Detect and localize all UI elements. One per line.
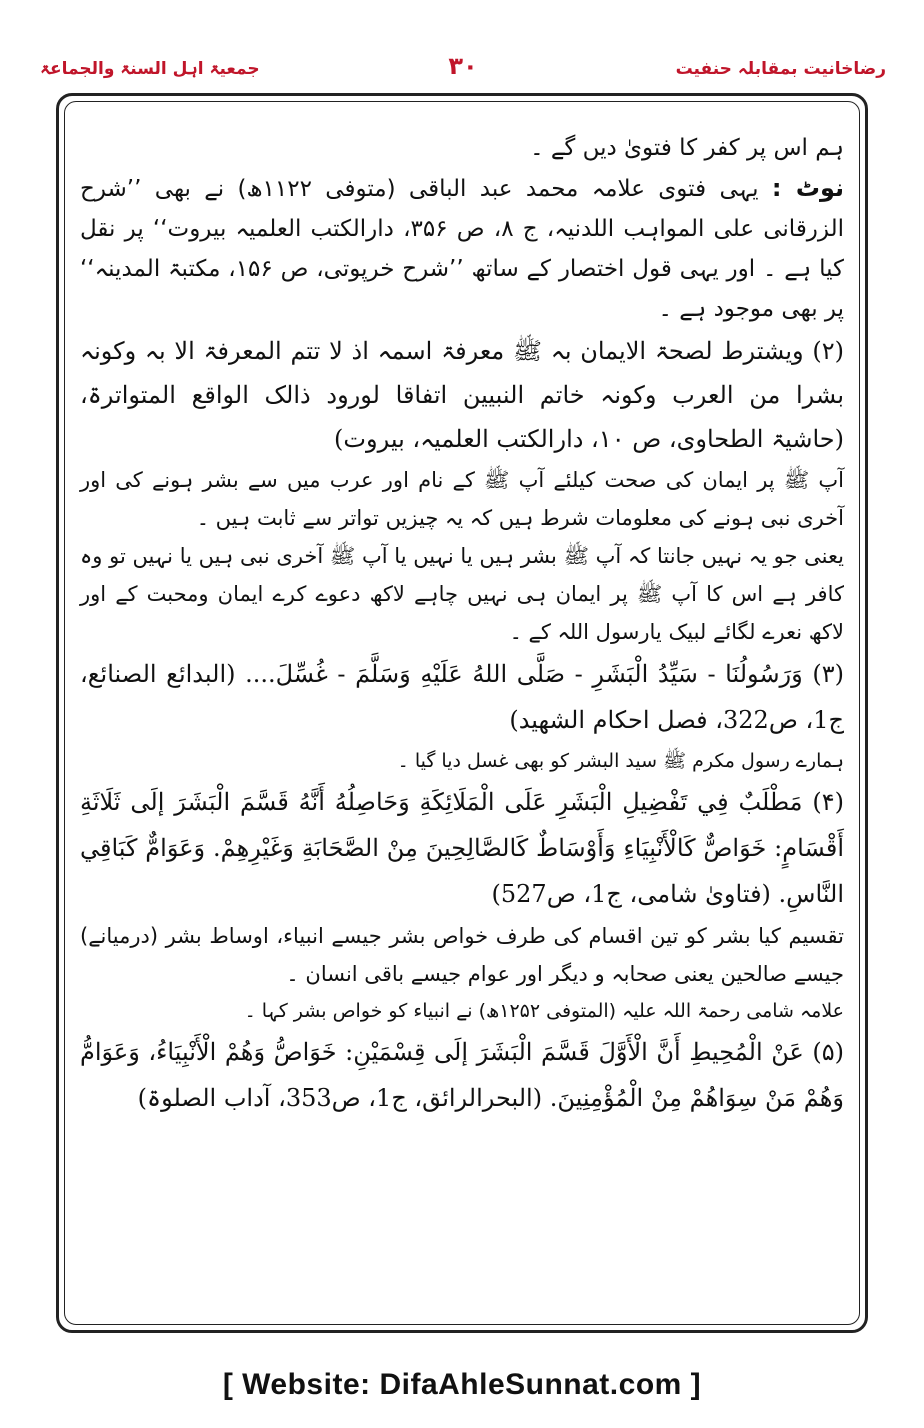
- quote-3-arabic: (۳) وَرَسُولُنَا - سَيِّدُ الْبَشَرِ - صَلَّى اللهُ عَلَيْهِ وَسَلَّمَ - غُسِّلَ.... (البدائع الصنائع، ج1، ص322، فصل احکام الشھید): [80, 660, 844, 734]
- quote-4-note: علامہ شامی رحمۃ اللہ علیہ (المتوفی ۱۲۵۲ھ) نے انبیاء کو خواص بشر کہا ۔: [244, 1000, 844, 1022]
- website-footer: [ Website: DifaAhleSunnat.com ]: [222, 1368, 702, 1401]
- quote-5-arabic: (۵) عَنْ الْمُحِيطِ أَنَّ الْأَوَّلَ قَسَّمَ الْبَشَرَ إلَى قِسْمَيْنِ: خَوَاصُّ وَهُمْ الْأَنْبِيَاءُ، وَعَوَامُّ وَهُمْ مَنْ سِوَاهُمْ مِنْ الْمُؤْمِنِينَ. (البحرالرائق، ج1، ص353، آداب الصلوۃ): [80, 1038, 844, 1112]
- intro-line: ہم اس پر کفر کا فتویٰ دیں گے ۔: [530, 135, 844, 161]
- note-text: یہی فتوی علامہ محمد عبد الباقی (متوفی ۱۱۲۲ھ) نے بھی ’’شرح الزرقانی علی المواہب اللدنیہ، ج ۸، ص ۳۵۶، دارالکتب العلمیہ بیروت‘‘ پر نقل کیا ہے ۔ اور یہی قول اختصار کے ساتھ ’’شرح خرپوتی، ص ۱۵۶، مکتبۃ المدینہ‘‘ پر بھی موجود ہے ۔: [80, 176, 845, 322]
- note-label: نوٹ :: [771, 174, 844, 202]
- page-number: ۳۰: [448, 52, 478, 80]
- quote-3-translation: ہمارے رسول مکرم ﷺ سید البشر کو بھی غسل دیا گیا ۔: [397, 750, 844, 772]
- quote-2-explanation: یعنی جو یہ نہیں جانتا کہ آپ ﷺ بشر ہیں یا نہیں یا آپ ﷺ آخری نبی ہیں یا نہیں تو وہ کافر ہے اس کا آپ ﷺ پر ایمان ہی نہیں چاہے لاکھ دعوے کرے ایمان ومحبت کے اور لاکھ نعرے لگائے لبیک یارسول اللہ کے ۔: [80, 544, 844, 644]
- quote-2-translation: آپ ﷺ پر ایمان کی صحت کیلئے آپ ﷺ کے نام اور عرب میں سے بشر ہونے کی اور آخری نبی ہونے کی معلومات شرط ہیں کہ یہ چیزیں تواتر سے ثابت ہیں ۔: [80, 468, 844, 530]
- note-paragraph: [80, 168, 844, 329]
- organization-title: جمعیۃ اہل السنۃ والجماعۃ: [40, 59, 260, 79]
- quote-2-arabic: (۲) ویشترط لصحۃ الایمان بہ ﷺ معرفۃ اسمہ اذ لا تتم المعرفۃ الا بہ وکونہ بشرا من العرب وکونہ خاتم النبیین اتفاقا لورود ذالک الواقع المتواترۃ، (حاشیۃ الطحاوی، ص ۱۰، دارالکتب العلمیہ، بیروت): [80, 337, 845, 453]
- book-title: رضاخانیت بمقابلہ حنفیت: [675, 59, 886, 79]
- page-content: [80, 128, 844, 1328]
- page-header: [40, 52, 886, 92]
- quote-4-arabic: (۴) مَطْلَبٌ فِي تَفْضِيلِ الْبَشَرِ عَلَى الْمَلَائِكَةِ وَحَاصِلُهُ أَنَّهُ قَسَّمَ الْبَشَرَ إلَى ثَلَاثَةِ أَقْسَامٍ: خَوَاصٌّ كَالْأَنْبِيَاءِ وَأَوْسَاطٌ كَالصَّالِحِينَ مِنْ الصَّحَابَةِ وَغَيْرِهِمْ. وَعَوَامٌّ كَبَاقِي النَّاسِ. (فتاویٰ شامی، ج1، ص527): [80, 788, 844, 908]
- quote-4-translation: تقسیم کیا بشر کو تین اقسام کی طرف خواص بشر جیسے انبیاء، اوساط بشر (درمیانے) جیسے صالحین یعنی صحابہ و دیگر اور عوام جیسے باقی انسان ۔: [80, 924, 844, 986]
